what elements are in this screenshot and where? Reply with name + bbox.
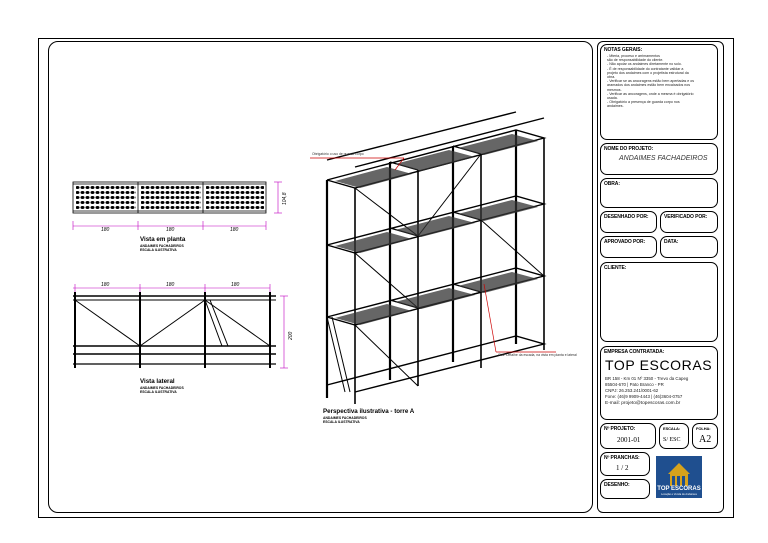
lateral-view-drawing [73, 292, 276, 368]
lateral-view-sub2: ESCALA ILUSTRATIVA [140, 390, 177, 394]
plan-view-sub2: ESCALA ILUSTRATIVA [140, 248, 177, 252]
cliente-label: CLIENTE: [604, 265, 627, 271]
company-cnpj: CNPJ: 26.253.241/0001-62 [605, 388, 659, 393]
desenho-box [600, 479, 650, 499]
aprovado-label: APROVADO POR: [604, 239, 646, 245]
desenho-label: DESENHO: [604, 482, 630, 488]
company-addr1: BR 158 - Km 01 Nº 3350 - Trevo da Capeg [605, 376, 689, 381]
company-email: E-mail: projeto@topescoras.com.br [605, 401, 681, 406]
obra-label: OBRA: [604, 181, 620, 187]
projeto-value: 2001-01 [617, 436, 641, 444]
plan-dim-1: 180 [101, 227, 110, 233]
pranchas-label: Nº PRANCHAS: [604, 455, 640, 461]
data-label: DATA: [664, 239, 679, 245]
desenhado-label: DESENHADO POR: [604, 214, 649, 220]
project-name-label: NOME DO PROJETO: [604, 146, 654, 152]
notes-heading: NOTAS GERAIS: [604, 47, 643, 53]
notes-box [600, 44, 718, 140]
folha-label: FOLHA: [696, 426, 711, 431]
projeto-box [600, 423, 656, 449]
obra-box [600, 178, 718, 208]
aprovado-box [600, 236, 657, 258]
empresa-box [600, 346, 718, 420]
company-name: TOP ESCORAS [605, 357, 713, 373]
plan-view-title: Vista em planta [140, 236, 186, 243]
lateral-view-sub1: ANDAIMES FACHADEIROS [140, 386, 184, 390]
perspective-view-sub1: ANDAIMES FACHADEIROS [323, 416, 367, 420]
company-addr2: 85504-670 | Pato Branco - PR [605, 382, 664, 387]
folha-box [692, 423, 718, 449]
pranchas-box [600, 452, 650, 476]
perspective-platforms [335, 134, 538, 325]
annotation-stair-detail: Obs: Detalhe da escada, na vista em planta e lateral [498, 353, 577, 357]
projeto-label: Nº PROJETO: [604, 426, 636, 432]
perspective-view-title: Perspectiva ilustrativa - torre A [323, 408, 415, 415]
verificado-box [660, 211, 718, 233]
company-logo [656, 456, 702, 498]
verificado-label: VERIFICADO POR: [664, 214, 708, 220]
pranchas-value: 1 / 2 [616, 464, 629, 472]
annotation-guard-rail: Obrigatório o uso de guarda corpo [312, 152, 364, 156]
plan-dim-2: 180 [166, 227, 175, 233]
perspective-view-sub2: ESCALA ILUSTRATIVA [323, 420, 360, 424]
lateral-view-title: Vista lateral [140, 378, 175, 385]
plan-view-mesh [76, 186, 264, 210]
plan-dim-3: 180 [230, 227, 239, 233]
escala-label: ESCALA: [663, 426, 681, 431]
data-box [660, 236, 718, 258]
project-name-value: ANDAIMES FACHADEIROS [619, 155, 708, 162]
logo-text: TOP ESCORAS [657, 486, 701, 492]
lateral-dim-3: 180 [231, 282, 240, 288]
empresa-label: EMPRESA CONTRATADA: [604, 349, 665, 355]
logo-tagline: Locação e Venda de Andaimes [661, 493, 697, 496]
lateral-dim-height: 200 [288, 331, 294, 340]
escala-box [659, 423, 689, 449]
cliente-box [600, 262, 718, 342]
plan-dim-height: 104,8 [282, 192, 288, 205]
folha-value: A2 [699, 434, 712, 445]
plan-view-sub1: ANDAIMES FACHADEIROS [140, 244, 184, 248]
lateral-dim-1: 180 [101, 282, 110, 288]
desenhado-box [600, 211, 657, 233]
notes-text: - Mteria, proceso e arrimamentos são de responsabilidade do cliente. - Não apoiar os andaimes diretamente no solo. - É de responsabilidade do contratante validar a projeto dos andaimes com o projetista estrutural da obra. - Verificar se as ancoragens estão bem apertadas e os aramados dos andaimes estão bem encaixados nos mesmos. - Verificar as ancoragens, onde a mesma é obrigatório usada. - Obrigatório a presença de guarda corpo nos andaimes. [607, 54, 695, 109]
escala-value: S/ ESC [663, 437, 681, 443]
company-phone: Fone: (46)9 9909-4443 | (46)3604-0757 [605, 394, 683, 399]
lateral-dim-2: 180 [166, 282, 175, 288]
project-name-box [600, 143, 718, 175]
